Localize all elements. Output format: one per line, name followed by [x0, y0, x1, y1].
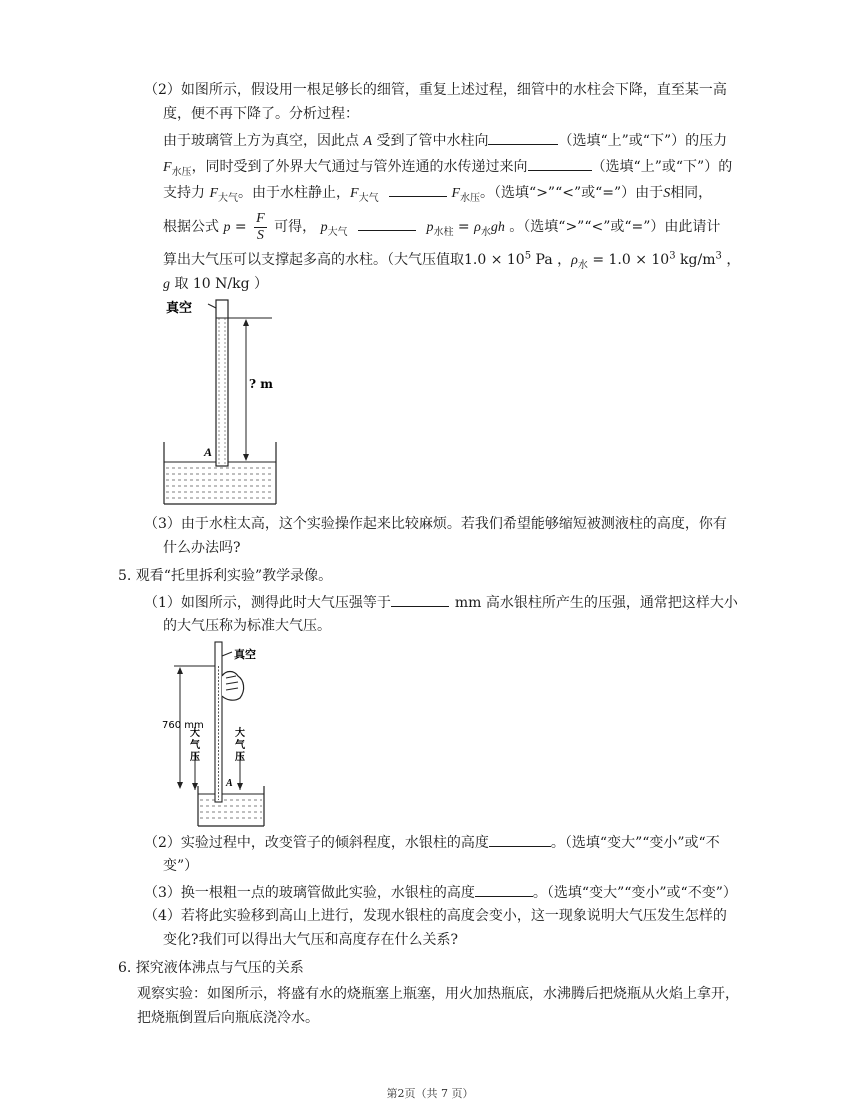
q4-part2-line4: $F_{水压}$，同时受到了外界大气通过与管外连通的水传递过来向 （选填“上”或“下”）的 — [163, 156, 732, 178]
figure-water-column — [160, 296, 285, 508]
fig2-atm-right-label: 大 气 压 — [235, 728, 245, 763]
q4-part2-line8: g 取 10 N/kg ） — [163, 276, 269, 292]
fig1-height-label: ? m — [249, 377, 273, 391]
q5-title: 5. 观看“托里拆利实验”教学录像。 — [118, 568, 333, 584]
q4-part2-line7: 算出大气压可以支撑起多高的水柱。（大气压值取$1.0 \times 10^5$ Pa ，$\rho_水 = 1.0 \times 10^3$ $kg/m^3$ ， — [163, 250, 741, 271]
fig1-point-a-label: A — [204, 445, 213, 459]
blank-support-direction[interactable] — [528, 156, 592, 171]
fig2-atm-left-label: 大 气 压 — [190, 728, 200, 763]
fig2-vacuum-label: 真空 — [234, 648, 256, 661]
q5-part1-line2: 的大气压称为标准大气压。 — [163, 618, 331, 634]
figure-torricelli — [160, 640, 268, 832]
q5-part1-line1: （1）如图所示，测得此时大气压强等于 mm 高水银柱所产生的压强，通常把这样大小 — [144, 592, 738, 613]
q4-part2-line1: （2）如图所示，假设用一根足够长的细管，重复上述过程，细管中的水柱会下降，直至某一高 — [144, 82, 727, 98]
fig2-height-label: 760 mm — [162, 720, 204, 731]
q5-part4-line1: （4）若将此实验移到高山上进行，发现水银柱的高度会变小，这一现象说明大气压发生怎样的 — [144, 908, 727, 924]
blank-force-compare[interactable] — [389, 182, 447, 197]
q6-title: 6. 探究液体沸点与气压的关系 — [118, 960, 304, 976]
page-footer: 第2页（共 7 页） — [386, 1087, 474, 1100]
q4-part2-line2: 度，便不再下降了。分析过程： — [163, 106, 359, 122]
blank-tilt-height[interactable] — [489, 832, 551, 847]
fig1-vacuum-label: 真空 — [166, 301, 193, 316]
q4-part2-line3: 由于玻璃管上方为真空，因此点 A 受到了管中水柱向 （选填“上”或“下”）的压力 — [163, 130, 727, 152]
pressure-formula-fraction: $\frac{F}{S}$ — [256, 210, 265, 243]
q6-observe-line1: 观察实验：如图所示，将盛有水的烧瓶塞上瓶塞，用火加热瓶底，水沸腾后把烧瓶从火焰上拿开， — [137, 986, 739, 1002]
q5-part2-line2: 变”） — [163, 858, 199, 874]
q4-part2-line6: 根据公式 p = $\frac{F}{S}$ 可得， $p_{大气}$ $p_{水柱} = \rho_水gh$ 。（选填“>”“<”或“=”）由此请计 — [163, 210, 721, 243]
q5-part2-line1: （2）实验过程中，改变管子的倾斜程度，水银柱的高度 。（选填“变大”“变小”或“不 — [144, 832, 720, 853]
blank-pressure-compare[interactable] — [358, 216, 416, 231]
blank-thick-tube-height[interactable] — [475, 882, 533, 897]
q5-part4-line2: 变化?我们可以得出大气压和高度存在什么关系? — [163, 932, 459, 948]
q4-part2-line5: 支持力 $F_{大气}$。由于水柱静止，$F_{大气}$ $F_{水压}$。（选填“>”“<”或“=”）由于S相同， — [163, 182, 712, 204]
fig2-point-a-label: A — [226, 778, 233, 789]
q6-observe-line2: 把烧瓶倒置后向瓶底浇冷水。 — [137, 1010, 319, 1026]
q4-part3-line1: （3）由于水柱太高，这个实验操作起来比较麻烦。若我们希望能够缩短被测液柱的高度，你有 — [144, 516, 727, 532]
blank-force-direction[interactable] — [488, 130, 558, 145]
blank-mercury-height[interactable] — [391, 592, 449, 607]
q5-part3: （3）换一根粗一点的玻璃管做此实验，水银柱的高度 。（选填“变大”“变小”或“不变”） — [144, 882, 737, 903]
q4-part3-line2: 什么办法吗? — [163, 540, 241, 556]
